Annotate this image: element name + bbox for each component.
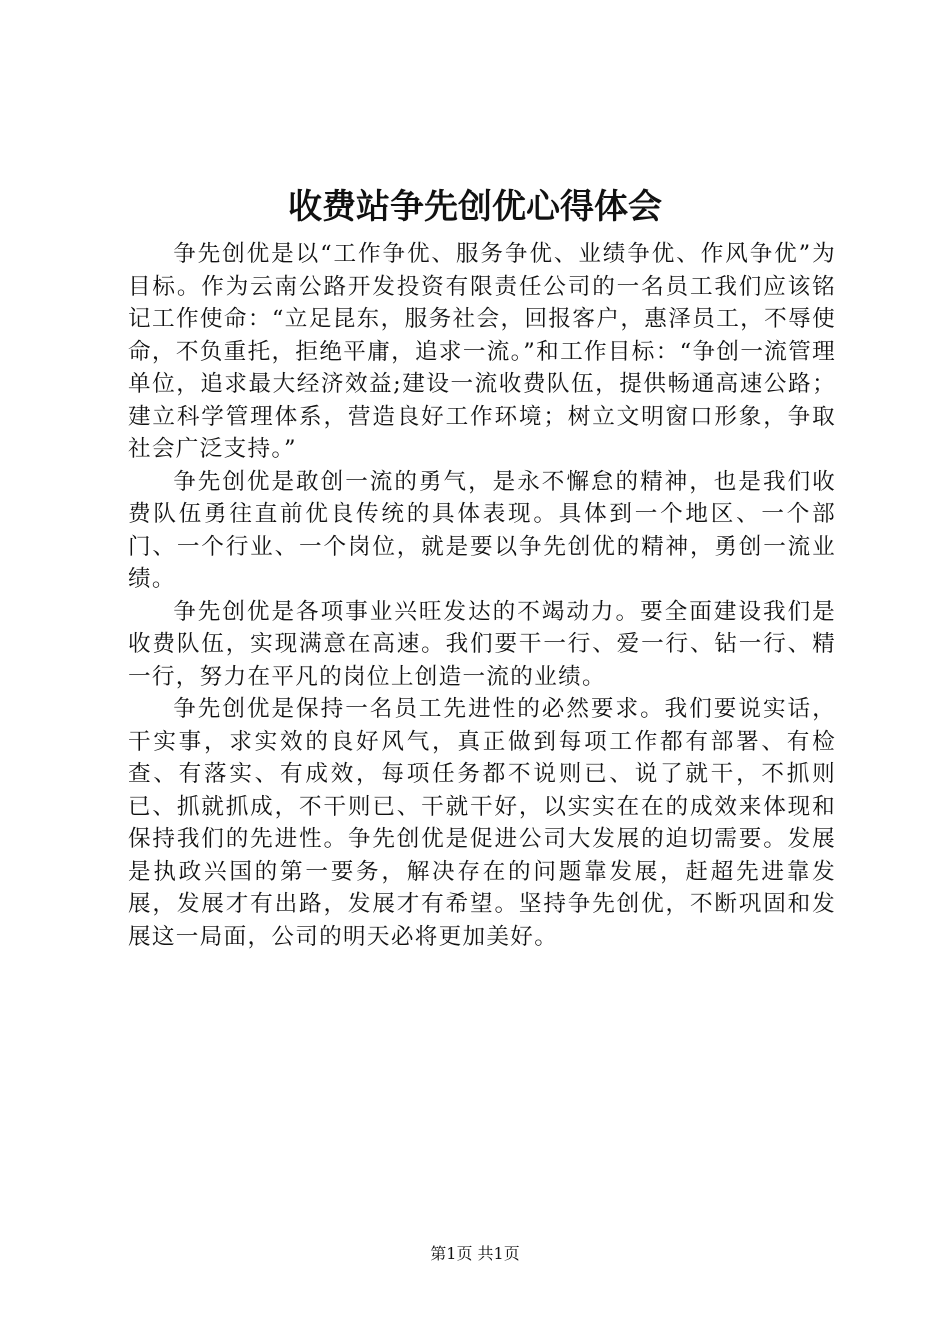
page-footer: 第1页 共1页: [430, 1244, 520, 1263]
paragraph: 争先创优是保持一名员工先进性的必然要求。我们要说实话，干实事，求实效的良好风气，真正做到每项工作都有部署、有检查、有落实、有成效，每项任务都不说则已、说了就干，不抓则已、抓就抓成，不干则已、干就干好，以实实在在的成效来体现和保持我们的先进性。争先创优是促进公司大发展的迫切需要。发展是执政兴国的第一要务，解决存在的问题靠发展，赶超先进靠发展，发展才有出路，发展才有希望。坚持争先创优，不断巩固和发展这一局面，公司的明天必将更加美好。: [128, 696, 836, 950]
paragraph: 争先创优是以“工作争优、服务争优、业绩争优、作风争优”为目标。作为云南公路开发投资有限责任公司的一名员工我们应该铭记工作使命：“立足昆东，服务社会，回报客户，惠泽员工，不辱使命，不负重托，拒绝平庸，追求一流。”和工作目标：“争创一流管理单位，追求最大经济效益;建设一流收费队伍，提供畅通高速公路；建立科学管理体系，营造良好工作环境；树立文明窗口形象，争取社会广泛支持。”: [128, 241, 836, 462]
paragraph: 争先创优是各项事业兴旺发达的不竭动力。要全面建设我们是收费队伍，实现满意在高速。我们要干一行、爱一行、钻一行、精一行，努力在平凡的岗位上创造一流的业绩。: [128, 598, 836, 690]
paragraph: 争先创优是敢创一流的勇气，是永不懈怠的精神，也是我们收费队伍勇往直前优良传统的具体表现。具体到一个地区、一个部门、一个行业、一个岗位，就是要以争先创优的精神，勇创一流业绩。: [128, 468, 836, 592]
document-title: 收费站争先创优心得体会: [288, 187, 662, 227]
document-body: [128, 238, 836, 953]
